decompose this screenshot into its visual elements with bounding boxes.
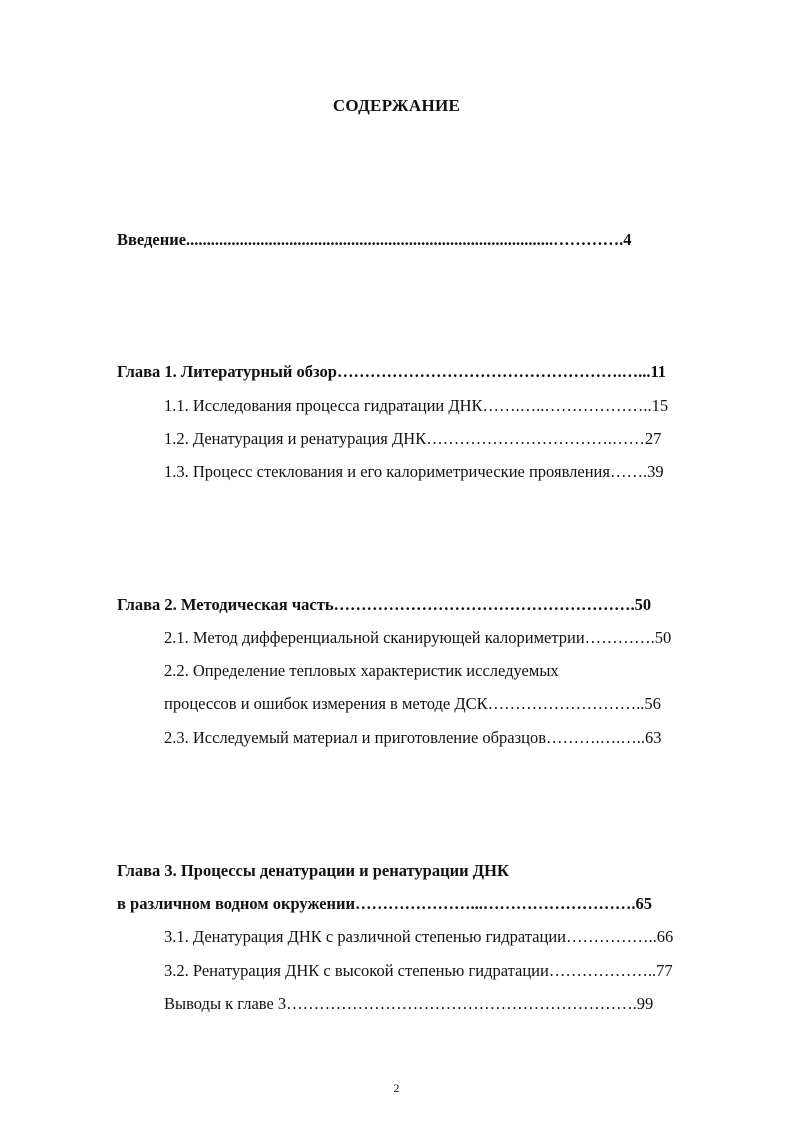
- toc-section-1-1: 1.1. Исследования процесса гидратации ДНК…….…..………………..15: [164, 396, 669, 415]
- toc-section-3-1: 3.1. Денатурация ДНК с различной степенью гидратации……………..66: [164, 927, 674, 946]
- toc-entry-introduction: Введение.........................................................................................………….4: [117, 230, 632, 249]
- toc-section-1-2: 1.2. Денатурация и ренатурация ДНК…………………………….……27: [164, 429, 662, 448]
- toc-chapter-3-line2: в различном водном окружении…………………...……………………….65: [117, 894, 653, 913]
- toc-chapter-1: Глава 1. Литературный обзор…………………………………………….…...11: [117, 362, 667, 381]
- toc-section-2-2-line1: 2.2. Определение тепловых характеристик исследуемых: [164, 661, 559, 680]
- page-title: СОДЕРЖАНИЕ: [332, 96, 461, 115]
- toc-section-2-2-line2: процессов и ошибок измерения в методе ДСК………………………..56: [164, 694, 661, 713]
- page-number: 2: [393, 1081, 400, 1095]
- toc-chapter-3-line1: Глава 3. Процессы денатурации и ренатурации ДНК: [117, 861, 509, 880]
- toc-conclusions-chapter-3: Выводы к главе 3……………………………………………………….99: [164, 994, 654, 1013]
- toc-section-3-2: 3.2. Ренатурация ДНК с высокой степенью гидратации………………..77: [164, 961, 673, 980]
- toc-section-2-1: 2.1. Метод дифференциальной сканирующей калориметрии………….50: [164, 628, 672, 647]
- toc-chapter-2: Глава 2. Методическая часть……………………………………………….50: [117, 595, 652, 614]
- toc-section-2-3: 2.3. Исследуемый материал и приготовление образцов……….….…..63: [164, 728, 662, 747]
- toc-section-1-3: 1.3. Процесс стеклования и его калориметрические проявления…….39: [164, 462, 664, 481]
